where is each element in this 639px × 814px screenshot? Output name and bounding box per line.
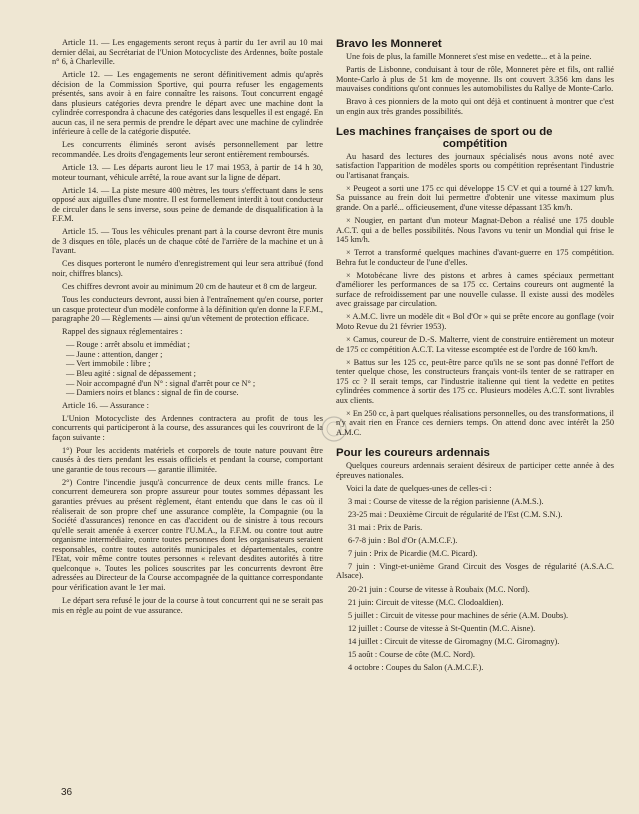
insurance-intro: L'Union Motocycliste des Ardennes contractera au profit de tous les concurrents qui participeront à la course, des assurances qui les couvriront de la façon suivante : bbox=[52, 413, 323, 442]
monneret-para: Partis de Lisbonne, conduisant à tour de rôle, Monneret père et fils, ont rallié Monte-Carlo à plus de 51 km de moyenne. Ils ont couvert 3.356 km dans les mauvaises conditions qu'ont connues les automobilistes du Rallye de Monte-Carlo. bbox=[336, 65, 614, 94]
article-15: Article 15. — Tous les véhicules prenant part à la course devront être munis de 3 disques en tôle, placés un de chaque côté de l'arrière de la machine et un à l'avant. bbox=[52, 227, 323, 256]
article-16-heading: Article 16. — Assurance : bbox=[62, 400, 149, 410]
event-date: 12 juillet : Course de vitesse à St-Quentin (M.C. Aisne). bbox=[348, 623, 536, 633]
event-date: 20-21 juin : Course de vitesse à Roubaix (M.C. Nord). bbox=[348, 584, 530, 594]
monneret-para: Bravo à ces pionniers de la moto qui ont déjà et continuent à montrer que c'est un engin aux très grandes possibilités. bbox=[336, 97, 614, 116]
right-column bbox=[336, 38, 614, 676]
event-date: 14 juillet : Circuit de vitesse de Giromagny (M.C. Giromagny). bbox=[348, 636, 560, 646]
event-date: 5 juillet : Circuit de vitesse pour machines de série (A.M. Doubs). bbox=[348, 610, 569, 620]
riders-intro: Quelques coureurs ardennais seraient désireux de participer cette année à des épreuves nationales. bbox=[336, 461, 614, 480]
article-11: Article 11. — Les engagements seront reçus à partir du 1er avril au 10 mai dernier délai, au Secrétariat de l'Union Motocycliste des Ardennes, boîte postale n° 6, à Charleville. bbox=[52, 38, 323, 67]
heading-french-machines bbox=[336, 126, 614, 150]
machines-item: × Nougier, en partant d'un moteur Magnat-Debon a réalisé une 175 double A.C.T. qui a de belles possibilités. Nous l'avons vu tenir un Mondial qui frise le 145 km/h. bbox=[336, 216, 614, 245]
signal-item: — Rouge : arrêt absolu et immédiat ; bbox=[66, 340, 190, 350]
machines-item: × En 250 cc, à part quelques réalisations personnelles, ou des transformations, il n'y avait rien en France ces derniers temps. On attend donc avec intérêt la 250 A.M.C. bbox=[336, 408, 614, 437]
eliminated-notice: Les concurrents éliminés seront avisés personnellement par lettre recommandée. Les droits d'engagements leur seront entièrement remboursés. bbox=[52, 140, 323, 160]
insurance-refusal: Le départ sera refusé le jour de la course à tout concurrent qui ne se serait pas mis en règle au point de vue assurance. bbox=[52, 595, 323, 615]
monneret-para: Une fois de plus, la famille Monneret s'est mise en vedette... et à la peine. bbox=[346, 52, 592, 61]
event-date: 6-7-8 juin : Bol d'Or (A.M.C.F.). bbox=[348, 535, 458, 545]
discs-numbers: Ces disques porteront le numéro d'enregistrement qui leur sera attribué (fond noir, chiffres blancs). bbox=[52, 259, 323, 279]
machines-item: × Terrot a transformé quelques machines d'avant-guerre en 175 compétition. Behra fut le conducteur de l'une d'elles. bbox=[336, 248, 614, 267]
signal-item: — Vert immobile : libre ; bbox=[66, 359, 151, 369]
article-13: Article 13. — Les départs auront lieu le 17 mai 1953, à partir de 14 h 30, moteur tournant, véhicule arrêté, la roue avant sur la ligne de départ. bbox=[52, 163, 323, 182]
machines-item: × Peugeot a sorti une 175 cc qui développe 15 CV et qui a tourné à 127 km/h. Sa puissance au frein doit lui permettre d'obtenir une vitesse maximum plus grande. On a parlé... officieusement, d'une vitesse dépassant 135 km/h. bbox=[336, 183, 614, 213]
article-14: Article 14. — La piste mesure 400 mètres, les tours s'effectuant dans le sens opposé aux aiguilles d'une montre. Il est formellement interdit à tout conducteur de circuler dans le sens inverse, sous peine de demande de disqualification à la F.F.M. bbox=[52, 185, 323, 224]
signal-item: — Bleu agité : signal de dépassement ; bbox=[66, 368, 196, 378]
signals-intro: Rappel des signaux réglementaires : bbox=[62, 327, 183, 337]
helmet-rule: Tous les conducteurs devront, aussi bien à l'entraînement qu'en course, porter un casque protecteur d'un modèle conforme à la définition qu'en donne la F.F.M., paragraphe 20 — Règlements — ainsi qu'un vêtement de protection efficace. bbox=[52, 295, 323, 324]
heading-line-2: compétition bbox=[442, 137, 508, 150]
event-date: 4 octobre : Coupes du Salon (A.M.C.F.). bbox=[348, 662, 484, 672]
event-date: 7 juin : Prix de Picardie (M.C. Picard). bbox=[348, 548, 478, 558]
machines-item: × A.M.C. livre un modèle dit « Bol d'Or » qui se prête encore au gonflage (voir Moto Revue du 21 février 1953). bbox=[336, 312, 614, 332]
signal-item: — Noir accompagné d'un N° : signal d'arrêt pour ce N° ; bbox=[66, 378, 256, 388]
left-column bbox=[52, 38, 323, 619]
machines-item: × Motobécane livre des pistons et arbres à cames spéciaux permettant d'améliorer les performances de sa 175 cc. Certains coureurs ont augmenté la surface de refroidissement par une nouvelle culasse. Il existe aussi des modèles avec graissage par circulation. bbox=[336, 270, 614, 309]
page-number: 36 bbox=[61, 787, 73, 798]
machines-item: × Battus sur les 125 cc, peut-être parce qu'ils ne se sont pas donné l'effort de tenter quelque chose, les constructeurs français vont-ils tenter de se rattraper en 175 cc ? Il serait temps, car l'industrie italienne qui tient la vedette en petites cylindrées commence à sortir des 175 cc. Plusieurs modèles A.C.T. sont livrables aux clients. bbox=[336, 357, 614, 405]
insurance-clause-2: 2°) Contre l'incendie jusqu'à concurrence de deux cents mille francs. Le concurrent demeurera son propre assureur pour toutes sommes dépassant les garanties prévues au présent règlement, étant entendu que dans le cas où il réaliserait de son propre chef une assurance complète, la Compagnie (ou la Société d'assurances) renonce en cas d'accident ou de sinistre à tous recours qu'elle serait amenée à exercer contre l'U.M.A., la F.F.M. ou contre tout autre organisme intermédiaire, contre toutes personnes dont les organisateurs seraient responsables, contre toutes autorités municipales et départementales, contre l'Etat, voir même contre toutes personnes « relevant desdites autorités à titre quelconque ». Toutes les polices souscrites par les concurrents devront être adressées au Directeur de la Course accompagnée de la quittance correspondante pour vérification avant le 1er mai. bbox=[52, 477, 323, 592]
event-date: 3 mai : Course de vitesse de la région parisienne (A.M.S.). bbox=[348, 496, 544, 506]
heading-monneret: Bravo les Monneret bbox=[336, 38, 442, 50]
insurance-clause-1: 1°) Pour les accidents matériels et corporels de toute nature pouvant être causés à des tiers pendant les essais officiels et pendant la course, comportant une garantie de tous recours — garantie illimitée. bbox=[52, 445, 323, 474]
signal-item: — Damiers noirs et blancs : signal de fin de course. bbox=[66, 388, 239, 398]
event-date: 21 juin: Circuit de vitesse (M.C. Clodoaldien). bbox=[348, 597, 504, 607]
event-date: 15 août : Course de côte (M.C. Nord). bbox=[348, 649, 475, 659]
machines-intro: Au hasard des lectures des journaux spécialisés nous avons noté avec satisfaction l'apparition de modèles sports ou compétition représentant l'industrie ou l'artisanat français. bbox=[336, 151, 614, 180]
riders-intro: Voici la date de quelques-unes de celles-ci : bbox=[346, 483, 492, 493]
signal-item: — Jaune : attention, danger ; bbox=[66, 349, 163, 359]
event-date: 23-25 mai : Deuxième Circuit de régularité de l'Est (C.M. S.N.). bbox=[348, 509, 563, 519]
article-12: Article 12. — Les engagements ne seront définitivement admis qu'après décision de la Commission Sportive, qui pourra refuser les engagements présentés, sans avoir à en faire connaître les raisons. Tout concurrent engagé dans plusieurs catégories devra prendre le départ avec une machine dont la cylindrée correspondra à chacune des catégories dans lesquelles il est engagé. En aucun cas, il ne sera permis de prendre le départ avec une machine de cylindrée inférieure à celle de la catégorie disputée. bbox=[52, 70, 323, 137]
heading-ardennes-riders: Pour les coureurs ardennais bbox=[336, 447, 490, 460]
digit-size: Ces chiffres devront avoir au minimum 20 cm de hauteur et 8 cm de largeur. bbox=[62, 282, 317, 292]
machines-item: × Camus, coureur de D.-S. Malterre, vient de construire entièrement un moteur de 175 cc compétition A.C.T. La vitesse escomptée est de l'ordre de 160 km/h. bbox=[336, 335, 614, 354]
event-date: 7 juin : Vingt-et-unième Grand Circuit des Vosges de régularité (A.S.A.C. Alsace). bbox=[336, 561, 614, 581]
event-date: 31 mai : Prix de Paris. bbox=[348, 522, 423, 532]
heading-line-1: Les machines françaises de sport ou de bbox=[336, 125, 553, 138]
